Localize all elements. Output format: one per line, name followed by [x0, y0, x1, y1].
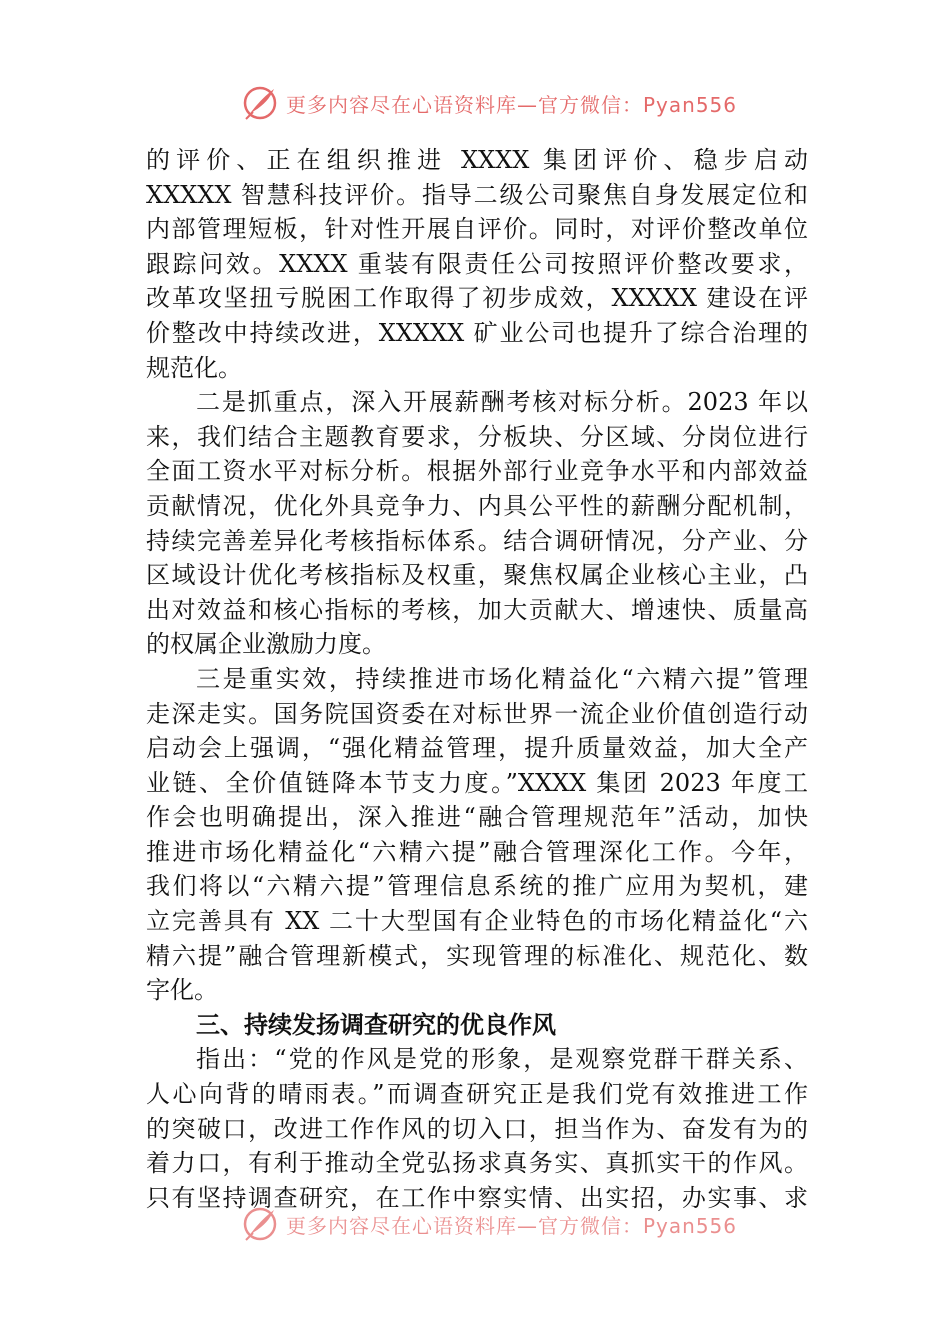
text-line: 走深走实。国务院国资委在对标世界一流企业价值创造行动 — [146, 699, 808, 728]
text-line: 业链、全价值链降本节支力度。”XXXX 集团 2023 年度工 — [146, 768, 808, 797]
text-line: 人心向背的晴雨表。”而调查研究正是我们党有效推进工作 — [146, 1080, 808, 1109]
text-line: 规范化。 — [146, 353, 242, 382]
text-line: 区域设计优化考核指标及权重，聚焦权属企业核心主业，凸 — [146, 561, 808, 590]
watermark-header — [240, 83, 737, 123]
text-line: 跟踪问效。XXXX 重装有限责任公司按照评价整改要求， — [146, 249, 808, 278]
watermark-text: 更多内容尽在心语资料库—官方微信：Pyan556 — [286, 1213, 738, 1238]
text-line: XXXXX 智慧科技评价。指导二级公司聚焦自身发展定位和 — [146, 180, 808, 209]
text-line: 内部管理短板，针对性开展自评价。同时，对评价整改单位 — [146, 215, 808, 244]
text-line: 我们将以“六精六提”管理信息系统的推广应用为契机，建 — [146, 872, 808, 901]
text-line: 价整改中持续改进，XXXXX 矿业公司也提升了综合治理的 — [146, 318, 808, 347]
quill-logo-icon — [240, 1204, 280, 1244]
text-line: 精六提”融合管理新模式，实现管理的标准化、规范化、数 — [146, 941, 808, 970]
text-line: 着力口，有利于推动全党弘扬求真务实、真抓实干的作风。 — [146, 1149, 808, 1178]
text-line: 改革攻坚扭亏脱困工作取得了初步成效，XXXXX 建设在评 — [146, 284, 808, 313]
quill-logo-icon — [240, 83, 280, 123]
text-line: 来，我们结合主题教育要求，分板块、分区域、分岗位进行 — [146, 422, 808, 451]
text-line: 的突破口，改进工作作风的切入口，担当作为、奋发有为的 — [146, 1114, 808, 1143]
watermark-text: 更多内容尽在心语资料库—官方微信：Pyan556 — [286, 92, 738, 117]
text-line: 出对效益和核心指标的考核，加大贡献大、增速快、质量高 — [146, 595, 808, 624]
document-body — [146, 143, 808, 1215]
text-line: 三是重实效，持续推进市场化精益化“六精六提”管理 — [196, 664, 808, 693]
text-line: 指出：“党的作风是党的形象，是观察党群干群关系、 — [196, 1045, 808, 1074]
text-line: 全面工资水平对标分析。根据外部行业竞争水平和内部效益 — [146, 457, 808, 486]
text-line: 持续完善差异化考核指标体系。结合调研情况，分产业、分 — [146, 526, 808, 555]
text-line: 字化。 — [146, 976, 218, 1005]
text-line: 启动会上强调，“强化精益管理，提升质量效益，加大全产 — [146, 734, 808, 763]
text-line: 的评价、正在组织推进 XXXX 集团评价、稳步启动 — [146, 146, 808, 174]
text-line: 只有坚持调查研究，在工作中察实情、出实招，办实事、求 — [146, 1183, 808, 1212]
text-line: 推进市场化精益化“六精六提”融合管理深化工作。今年， — [146, 837, 808, 866]
text-line: 立完善具有 XX 二十大型国有企业特色的市场化精益化“六 — [146, 907, 808, 936]
text-line: 二是抓重点，深入开展薪酬考核对标分析。2023 年以 — [196, 388, 808, 417]
section-heading: 三、持续发扬调查研究的优良作风 — [196, 1010, 556, 1039]
text-line: 作会也明确提出，深入推进“融合管理规范年”活动，加快 — [146, 803, 808, 832]
text-line: 贡献情况，优化外具竞争力、内具公平性的薪酬分配机制， — [146, 491, 808, 520]
watermark-footer — [240, 1204, 737, 1244]
text-line: 的权属企业激励力度。 — [146, 630, 386, 659]
